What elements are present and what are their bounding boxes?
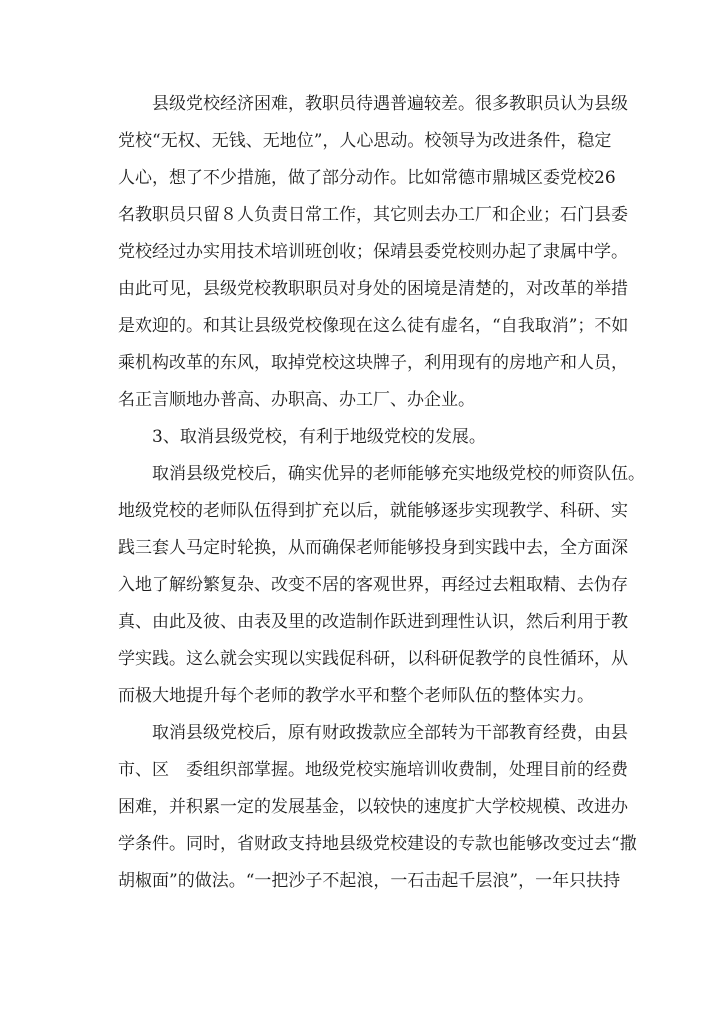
text-line: 乘机构改革的东风，取掉党校这块牌子，利用现有的房地产和人员， [118,353,628,373]
text-line: 困难，并积累一定的发展基金，以较快的速度扩大学校规模、改进办 [118,797,628,817]
paragraph [118,715,637,900]
text-line: 学实践。这么就会实现以实践促科研，以科研促教学的良性循环，从 [118,649,628,669]
text-line: 县级党校经济困难，教职员待遇普遍较差。很多教职员认为县级 [152,94,628,114]
text-line: 入地了解纷繁复杂、改变不居的客观世界，再经过去粗取精、去伪存 [118,575,628,595]
text-line: 是欢迎的。和其让县级党校像现在这么徒有虚名，“自我取消”；不如 [118,316,629,336]
text-line: 而极大地提升每个老师的教学水平和整个老师队伍的整体实力。 [118,686,594,706]
text-line: 取消县级党校后，确实优异的老师能够充实地级党校的师资队伍。 [152,464,645,484]
text-line: 地级党校的老师队伍得到扩充以后，就能够逐步实现教学、科研、实 [118,501,628,521]
text-line: 学条件。同时，省财政支持地县级党校建设的专款也能够改变过去“撒 [118,834,637,854]
text-line: 名正言顺地办普高、办职高、办工厂、办企业。 [118,390,475,410]
text-line: 践三套人马定时轮换，从而确保老师能够投身到实践中去，全方面深 [118,538,628,558]
text-line: 胡椒面”的做法。“一把沙子不起浪，一石击起千层浪”，一年只扶持 [118,871,621,891]
paragraph [118,419,608,456]
paragraph [118,456,645,715]
text-line: 名教职员只留８人负责日常工作，其它则去办工厂和企业；石门县委 [118,205,628,225]
text-line: 取消县级党校后，原有财政拨款应全部转为干部教育经费，由县 [152,723,628,743]
paragraph [118,86,629,419]
text-line: 3、取消县级党校，有利于地级党校的发展。 [152,427,486,447]
text-line: 由此可见，县级党校教职职员对身处的困境是清楚的，对改革的举措 [118,279,628,299]
text-line: 真、由此及彼、由表及里的改造制作跃进到理性认识，然后利用于教 [118,612,628,632]
text-line: 人心，想了不少措施，做了部分动作。比如常德市鼎城区委党校26 [118,168,616,188]
text-line: 市、区 委组织部掌握。地级党校实施培训收费制，处理目前的经费 [118,760,628,780]
text-line: 党校经过办实用技术培训班创收；保靖县委党校则办起了隶属中学。 [118,242,628,262]
document-body [118,86,645,900]
text-line: 党校“无权、无钱、无地位”，人心思动。校领导为改进条件，稳定 [118,131,612,151]
